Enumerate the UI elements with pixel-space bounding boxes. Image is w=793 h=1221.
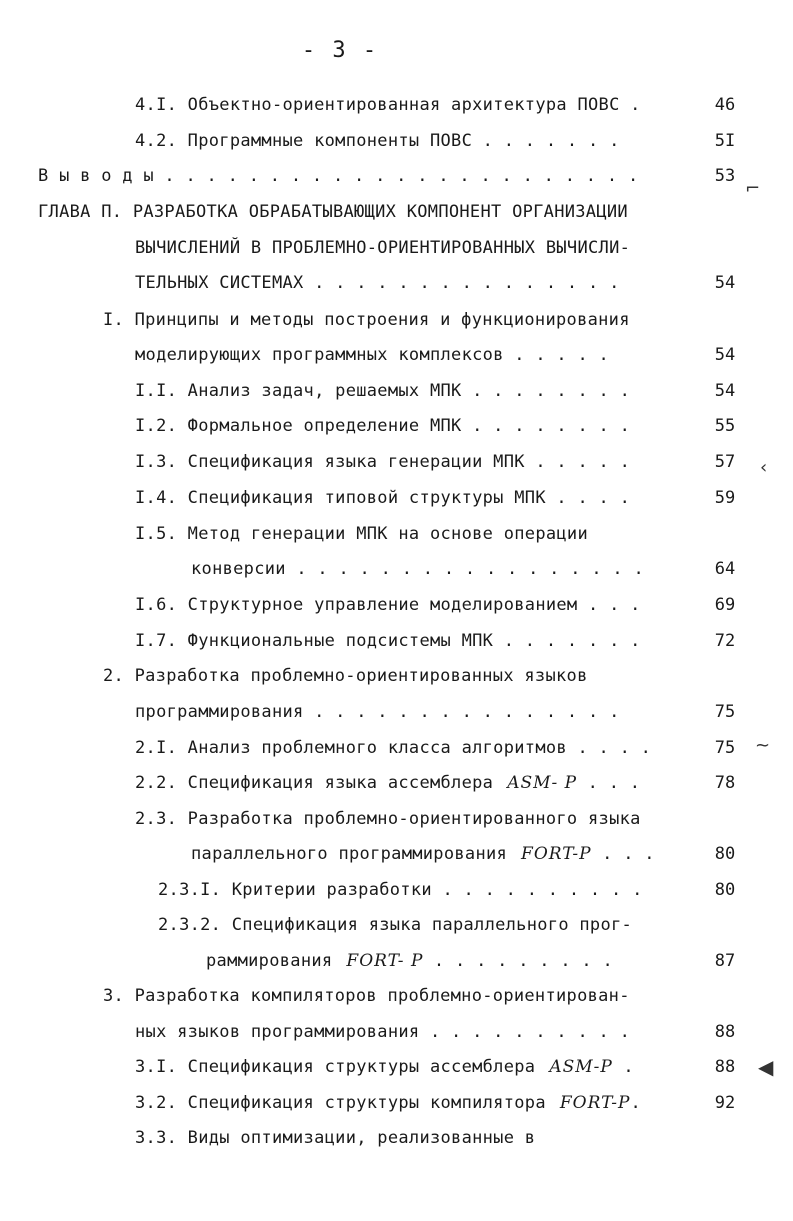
toc-entry-title: моделирующих программных комплексов . . . . . bbox=[135, 345, 610, 365]
toc-entry bbox=[135, 91, 680, 119]
toc-entry bbox=[38, 162, 680, 190]
toc-entry-title: раммирования bbox=[206, 951, 333, 971]
toc-page-number: 80 bbox=[714, 880, 736, 900]
toc-page-number: 64 bbox=[714, 559, 736, 579]
toc-page-number: 54 bbox=[714, 273, 736, 293]
toc-entry-title: I. Принципы и методы построения и функционирования bbox=[103, 310, 630, 330]
toc-entry bbox=[135, 805, 680, 833]
toc-entry-title: 3.I. Спецификация структуры ассемблера bbox=[135, 1057, 536, 1077]
toc-page-number: 53 bbox=[714, 166, 736, 186]
toc-page-number: 54 bbox=[714, 381, 736, 401]
toc-entry-title: конверсии . . . . . . . . . . . . . . . . . bbox=[191, 559, 644, 579]
toc-entry-title: 4.I. Объектно-ориентированная архитектура ПОВС . bbox=[135, 95, 641, 115]
toc-entry-title: 2.3. Разработка проблемно-ориентированного языка bbox=[135, 809, 641, 829]
toc-page-number: 88 bbox=[714, 1057, 736, 1077]
toc-entry bbox=[135, 591, 680, 619]
toc-entry bbox=[158, 911, 680, 939]
handwritten-term: ASM-P bbox=[549, 1057, 613, 1077]
toc-entry bbox=[135, 234, 680, 262]
toc-entry-title: 3. Разработка компиляторов проблемно-ориентирован- bbox=[103, 986, 630, 1006]
toc-entry-title: ТЕЛЬНЫХ СИСТЕМАХ . . . . . . . . . . . . . . . bbox=[135, 273, 620, 293]
handwritten-term: FORT-P bbox=[521, 844, 592, 864]
toc-entry bbox=[135, 734, 680, 762]
toc-entry bbox=[135, 377, 680, 405]
toc-entry bbox=[103, 306, 680, 334]
toc-entry-tail: . . . bbox=[591, 844, 655, 864]
toc-entry bbox=[135, 269, 680, 297]
handwritten-term: FORT-P bbox=[559, 1093, 631, 1113]
toc-entry bbox=[135, 484, 680, 512]
toc-entry-title: 3.3. Виды оптимизации, реализованные в bbox=[135, 1128, 536, 1148]
arrow-mark-icon: ◀ bbox=[758, 1055, 774, 1079]
toc-entry-title: 4.2. Программные компоненты ПОВС . . . . . . . bbox=[135, 131, 620, 151]
toc-entry-tail: . bbox=[630, 1093, 641, 1113]
toc-entry-title: параллельного программирования bbox=[191, 844, 508, 864]
toc-entry bbox=[135, 520, 680, 548]
toc-entry-title: ГЛАВА П. РАЗРАБОТКА ОБРАБАТЫВАЮЩИХ КОМПОНЕНТ ОРГАНИЗАЦИИ bbox=[38, 202, 628, 222]
toc-entry-tail: . . . bbox=[577, 773, 641, 793]
margin-mark: ~ bbox=[755, 735, 771, 756]
handwritten-term: FORT- P bbox=[346, 951, 424, 971]
margin-mark: ‹ bbox=[760, 457, 768, 478]
toc-entry-title: ных языков программирования . . . . . . . . . . bbox=[135, 1022, 631, 1042]
toc-entry-title: 2. Разработка проблемно-ориентированных языков bbox=[103, 666, 588, 686]
toc-entry-title: ВЫЧИСЛЕНИЙ В ПРОБЛЕМНО-ОРИЕНТИРОВАННЫХ ВЫЧИСЛИ- bbox=[135, 238, 631, 258]
toc-entry bbox=[103, 662, 680, 690]
toc-entry bbox=[103, 982, 680, 1010]
toc-page-number: 69 bbox=[714, 595, 736, 615]
toc-entry-title: I.7. Функциональные подсистемы МПК . . . . . . . bbox=[135, 631, 641, 651]
toc-page-number: 80 bbox=[714, 844, 736, 864]
toc-entry-title: I.I. Анализ задач, решаемых МПК . . . . . . . . bbox=[135, 381, 631, 401]
toc-page-number: 92 bbox=[714, 1093, 736, 1113]
toc-page-number: 75 bbox=[714, 702, 736, 722]
toc-page-number: 5I bbox=[714, 131, 736, 151]
toc-entry-title: 2.2. Спецификация языка ассемблера bbox=[135, 773, 494, 793]
margin-mark: ⌐ bbox=[745, 178, 761, 199]
toc-page-number: 55 bbox=[714, 416, 736, 436]
toc-page-number: 57 bbox=[714, 452, 736, 472]
toc-entry bbox=[135, 1018, 680, 1046]
page-number: - 3 - bbox=[301, 38, 379, 63]
toc-entry-title: 2.3.2. Спецификация языка параллельного прог- bbox=[158, 915, 633, 935]
toc-entry bbox=[135, 412, 680, 440]
toc-entry bbox=[191, 840, 680, 868]
toc-entry-title: В ы в о д ы . . . . . . . . . . . . . . . . . . . . . . . bbox=[38, 166, 639, 186]
toc-page-number: 75 bbox=[714, 738, 736, 758]
toc-entry-title: 3.2. Спецификация структуры компилятора bbox=[135, 1093, 546, 1113]
toc-entry bbox=[135, 1089, 680, 1117]
toc-entry bbox=[135, 1053, 680, 1081]
toc-entry-title: I.2. Формальное определение МПК . . . . . . . . bbox=[135, 416, 631, 436]
toc-entry-title: 2.3.I. Критерии разработки . . . . . . . . . . bbox=[158, 880, 643, 900]
toc-entry bbox=[135, 341, 680, 369]
toc-entry bbox=[135, 448, 680, 476]
toc-page-number: 59 bbox=[714, 488, 736, 508]
toc-entry-title: программирования . . . . . . . . . . . . . . . bbox=[135, 702, 620, 722]
toc-entry bbox=[158, 876, 680, 904]
toc-entry bbox=[135, 769, 680, 797]
toc-page-number: 54 bbox=[714, 345, 736, 365]
toc-entry-title: I.3. Спецификация языка генерации МПК . . . . . bbox=[135, 452, 631, 472]
toc-entry-title: 2.I. Анализ проблемного класса алгоритмов . . . . bbox=[135, 738, 652, 758]
toc-entry bbox=[38, 198, 680, 226]
toc-entry bbox=[191, 555, 680, 583]
toc-entry bbox=[135, 1124, 680, 1152]
toc-entry-title: I.6. Структурное управление моделированием . . . bbox=[135, 595, 641, 615]
toc-entry-tail: . bbox=[612, 1057, 634, 1077]
toc-page-number: 78 bbox=[714, 773, 736, 793]
toc-page-number: 87 bbox=[714, 951, 736, 971]
toc-entry bbox=[135, 698, 680, 726]
toc-entry bbox=[206, 947, 680, 975]
toc-entry-tail: . . . . . . . . . bbox=[423, 951, 614, 971]
handwritten-term: ASM- P bbox=[507, 773, 578, 793]
toc-entry bbox=[135, 627, 680, 655]
toc-entry-title: I.5. Метод генерации МПК на основе операции bbox=[135, 524, 588, 544]
toc-page-number: 88 bbox=[714, 1022, 736, 1042]
toc-page-number: 72 bbox=[714, 631, 736, 651]
toc-entry bbox=[135, 127, 680, 155]
toc-entry-title: I.4. Спецификация типовой структуры МПК . . . . bbox=[135, 488, 631, 508]
toc-page-number: 46 bbox=[714, 95, 736, 115]
